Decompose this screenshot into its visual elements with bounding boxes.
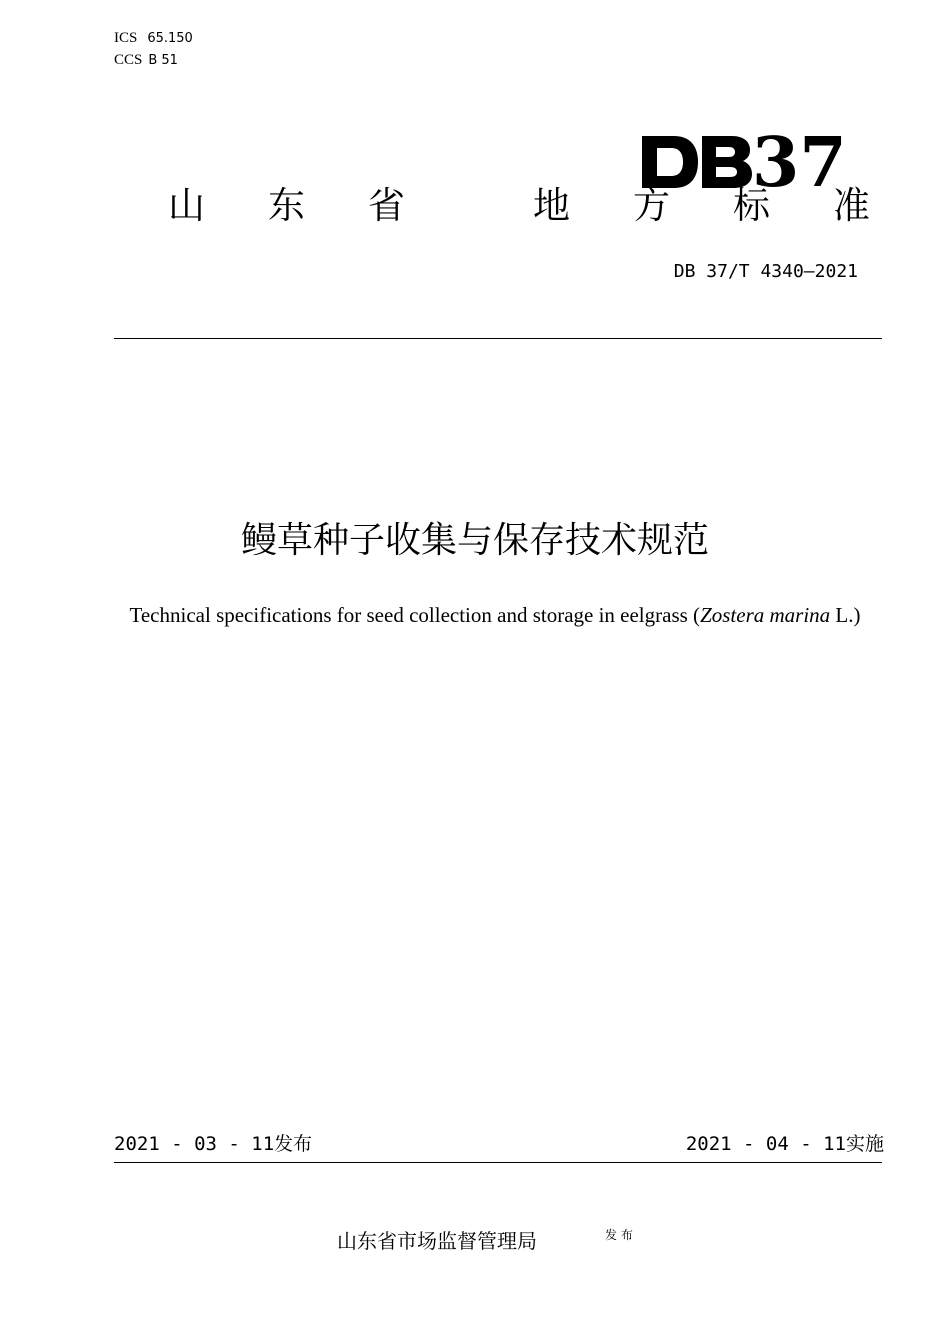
implementation-date <box>686 1130 884 1158</box>
ics-value: 65.150 <box>147 31 193 46</box>
issue-date-value: 2021 - 03 - 11 <box>114 1133 275 1155</box>
title-char-5: 方 <box>633 184 670 227</box>
title-char-3: 省 <box>368 184 405 227</box>
footer-divider <box>114 1162 882 1163</box>
ccs-label: CCS <box>114 52 143 68</box>
implementation-date-value: 2021 - 04 - 11 <box>685 1133 846 1155</box>
svg-text:37: 37 <box>752 126 847 192</box>
ccs-value: B 51 <box>148 53 178 68</box>
title-char-6: 标 <box>733 184 770 227</box>
document-title-chinese: 鳗草种子收集与保存技术规范 <box>240 520 709 561</box>
ics-line <box>114 29 193 48</box>
ccs-line <box>114 51 178 70</box>
document-title-english <box>110 600 880 630</box>
ics-label: ICS <box>114 30 138 46</box>
title-char-1: 山 <box>168 184 205 227</box>
issue-word: 发 布 <box>605 1228 633 1242</box>
implementation-date-suffix: 实施 <box>845 1133 884 1155</box>
standard-title <box>0 180 950 232</box>
title-char-2: 东 <box>268 184 305 227</box>
title-char-7: 准 <box>833 184 870 227</box>
english-title-main: Technical specifications for seed collection and storage in eelgrass ( <box>129 603 701 627</box>
issue-date <box>114 1130 312 1158</box>
issuing-authority: 山东省市场监督管理局 <box>337 1229 537 1253</box>
issue-date-suffix: 发布 <box>274 1133 313 1155</box>
header-divider <box>114 338 882 339</box>
english-title-tail: L.) <box>830 603 861 627</box>
species-latin-name: Zostera marina <box>700 603 831 627</box>
title-char-4: 地 <box>533 184 570 227</box>
standard-number: DB 37/T 4340—2021 <box>673 261 858 282</box>
